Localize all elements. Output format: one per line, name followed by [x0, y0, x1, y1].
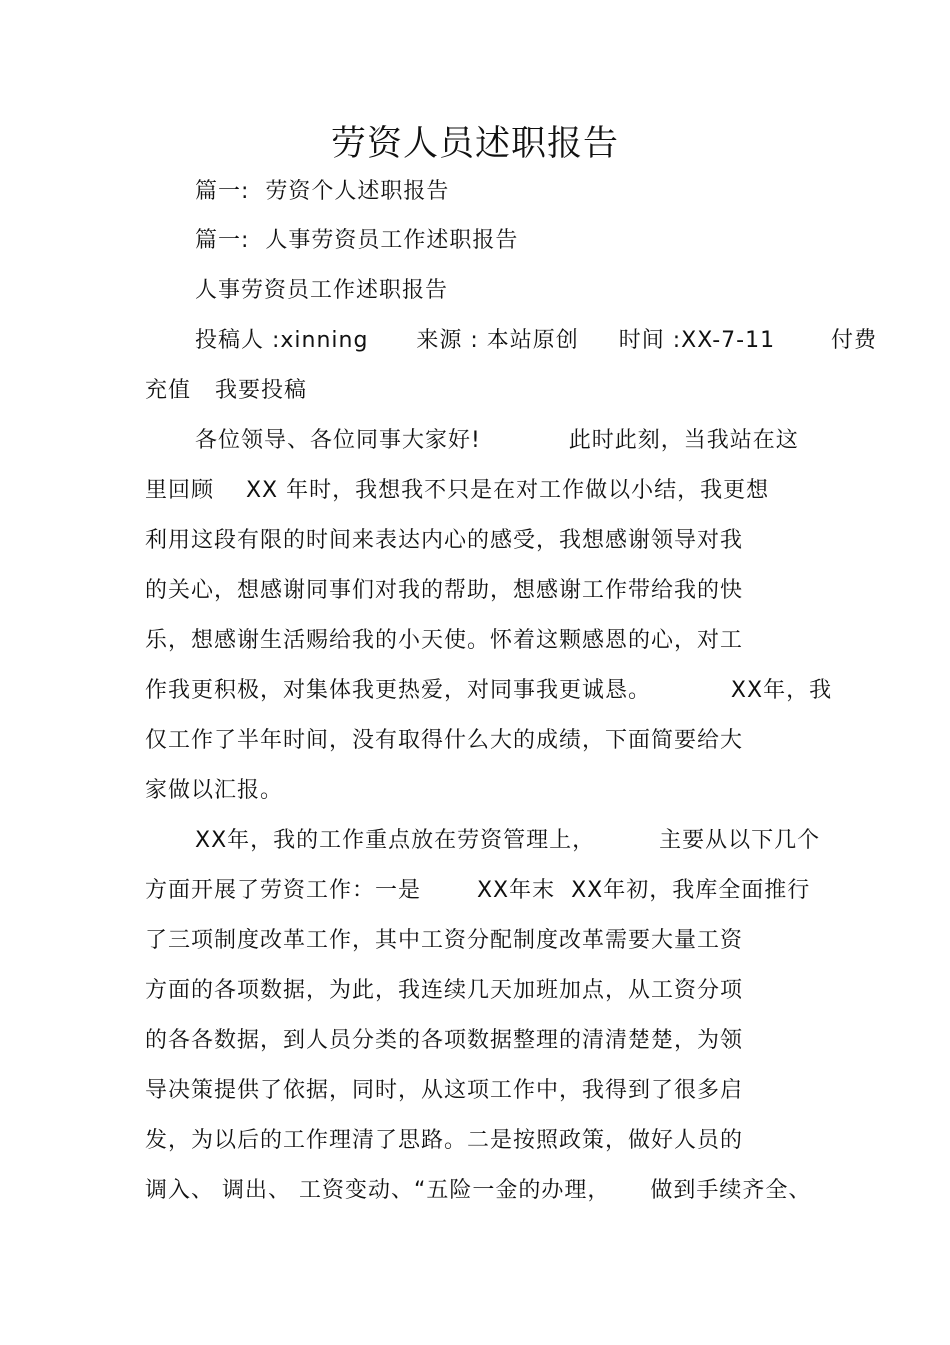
- text-line: 的各各数据，到人员分类的各项数据整理的清清楚楚，为领: [145, 1028, 744, 1053]
- text-line: 导决策提供了依据，同时，从这项工作中，我得到了很多启: [145, 1078, 744, 1103]
- text-line: 各位领导、各位同事大家好! 此时此刻，当我站在这: [195, 428, 799, 453]
- text-line: 方面的各项数据，为此，我连续几天加班加点，从工资分项: [145, 978, 744, 1003]
- text-line: 投稿人 :xinning 来源 : 本站原创 时间 :XX-7-11 付费: [195, 328, 878, 353]
- text-line: 充值 我要投稿: [145, 378, 307, 403]
- text-line: 方面开展了劳资工作：一是 XX年末 XX年初，我库全面推行: [145, 878, 811, 903]
- text-line: 里回顾 XX 年时，我想我不只是在对工作做以小结，我更想: [145, 478, 770, 503]
- text-line: 乐，想感谢生活赐给我的小天使。怀着这颗感恩的心，对工: [145, 628, 744, 653]
- text-line: 篇一: 人事劳资员工作述职报告: [195, 228, 519, 253]
- text-line: 利用这段有限的时间来表达内心的感受，我想感谢领导对我: [145, 528, 744, 553]
- text-line: 家做以汇报。: [145, 778, 284, 803]
- text-line: 的关心，想感谢同事们对我的帮助，想感谢工作带给我的快: [145, 578, 744, 603]
- text-line: 人事劳资员工作述职报告: [195, 278, 449, 303]
- text-line: 发，为以后的工作理清了思路。二是按照政策，做好人员的: [145, 1128, 744, 1153]
- text-line: XX年，我的工作重点放在劳资管理上， 主要从以下几个: [195, 828, 821, 853]
- text-line: 了三项制度改革工作，其中工资分配制度改革需要大量工资: [145, 928, 744, 953]
- text-line: 作我更积极，对集体我更热爱，对同事我更诚恳。 XX年，我: [145, 678, 833, 703]
- text-line: 篇一: 劳资个人述职报告: [195, 179, 450, 204]
- text-line: 仅工作了半年时间，没有取得什么大的成绩，下面简要给大: [145, 728, 744, 753]
- document-title: 劳资人员述职报告: [330, 124, 619, 164]
- text-line: 调入、 调出、 工资变动、“五险一金的办理， 做到手续齐全、: [145, 1178, 812, 1203]
